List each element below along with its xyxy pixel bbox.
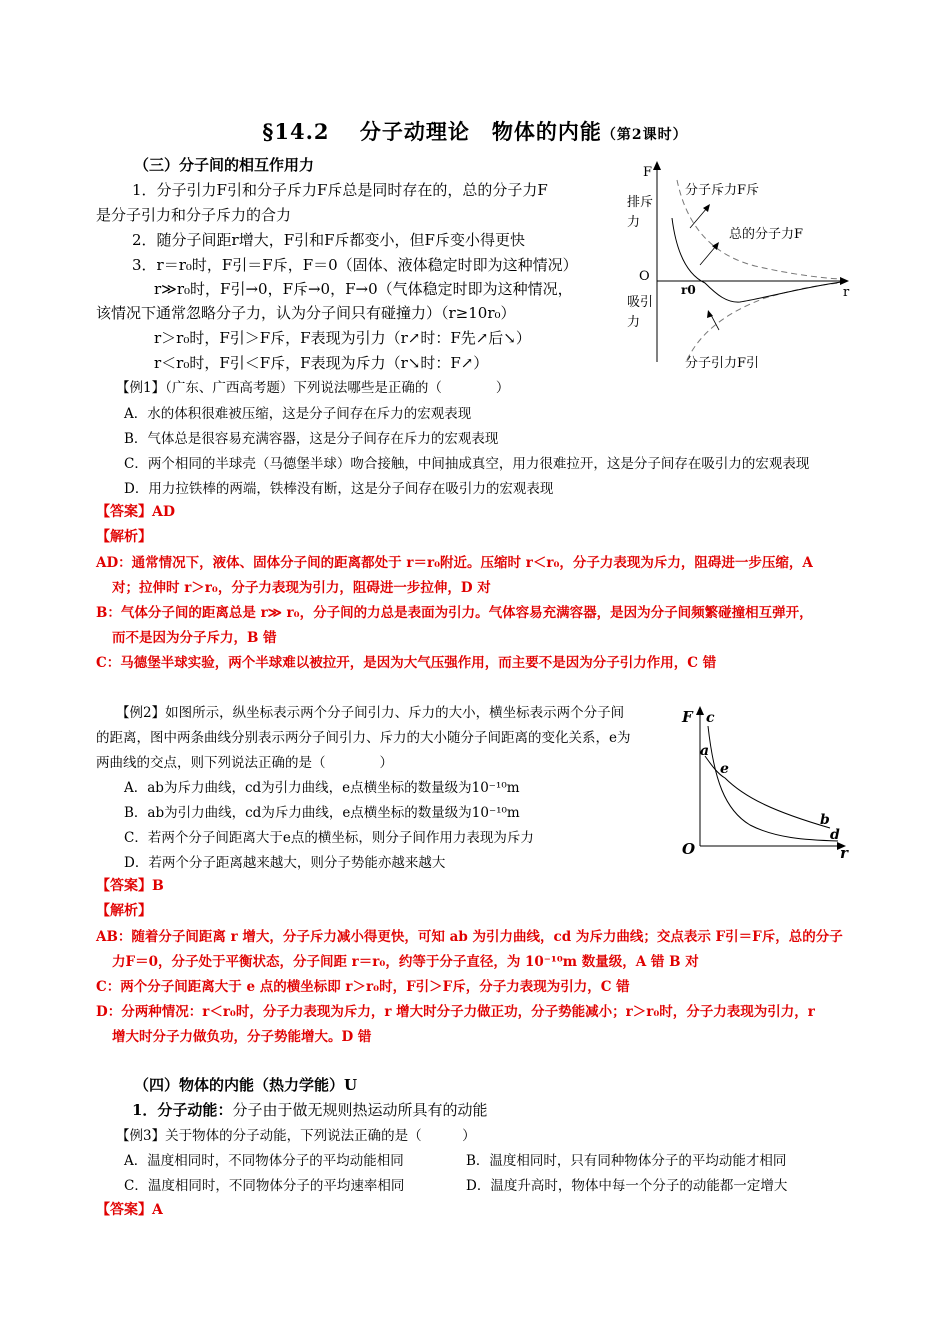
ex3-option-c: C．温度相同时，不同物体分子的平均速率相同: [124, 1178, 405, 1194]
ex1-option-b: B．气体总是很容易充满容器，这是分子间存在斥力的宏观表现: [124, 431, 499, 447]
ex1-analysis-label: 【解析】: [96, 529, 152, 545]
section-3-heading: （三）分子间的相互作用力: [134, 156, 315, 174]
ex3-option-a: A．温度相同时，不同物体分子的平均动能相同: [124, 1153, 404, 1169]
ex2-option-a: A．ab为斥力曲线，cd为引力曲线，e点横坐标的数量级为10⁻¹⁰m: [124, 780, 520, 796]
fig2-label-e: e: [720, 761, 729, 777]
molecular-force-graph: [615, 158, 865, 370]
fig1-repulsion-label-1: 排斥: [627, 195, 654, 210]
ex2-option-d: D．若两个分子距离越来越大，则分子势能亦越来越大: [124, 855, 446, 871]
ex2-analysis-4: D：分两种情况：r＜r₀时，分子力表现为斥力，r 增大时分子力做正功，分子势能减小；r＞r₀时，分子力表现为引力，r: [96, 1004, 815, 1020]
sec3-line-6: 该情况下通常忽略分子力，认为分子间只有碰撞力）（r≥10r₀）: [96, 304, 516, 322]
fig2-axis-x: r: [840, 844, 848, 860]
ex2-option-c: C．若两个分子间距离大于e点的横坐标，则分子间作用力表现为斥力: [124, 830, 534, 846]
ex1-analysis-1: AD：通常情况下，液体、固体分子间的距离都处于 r＝r₀附近。压缩时 r＜r₀，分子力表现为斥力，阻碍进一步压缩，A: [96, 555, 813, 571]
fig1-attraction-label-2: 力: [627, 315, 641, 330]
page-title: [0, 116, 950, 146]
ex2-stem-3: 两曲线的交点，则下列说法正确的是（ ）: [96, 755, 393, 771]
ex1-option-a: A．水的体积很难被压缩，这是分子间存在斥力的宏观表现: [124, 406, 472, 422]
fig2-label-c: c: [706, 710, 715, 726]
ex1-stem: 【例1】（广东、广西高考题）下列说法哪些是正确的（ ）: [116, 380, 510, 396]
ex1-analysis-4: 而不是因为分子斥力，B 错: [112, 630, 277, 646]
sec3-line-2: 是分子引力和分子斥力的合力: [96, 206, 292, 224]
sec4-item-1-def: 分子由于做无规则热运动所具有的动能: [232, 1101, 488, 1119]
fig1-axis-x: r: [843, 285, 850, 300]
sec4-item-1: [132, 1099, 487, 1120]
section-4-heading: （四）物体的内能（热力学能）U: [134, 1076, 358, 1094]
sec3-line-1: 1．分子引力F引和分子斥力F斥总是同时存在的，总的分子力F: [132, 181, 548, 199]
sec3-line-4: 3．r＝r₀时，F引＝F斥，F＝0（固体、液体稳定时即为这种情况）: [132, 256, 578, 274]
fig2-label-b: b: [820, 812, 830, 828]
ex2-analysis-label: 【解析】: [96, 903, 152, 919]
ex2-analysis-1: AB：随着分子间距离 r 增大，分子斥力减小得更快，可知 ab 为引力曲线，cd 为斥力曲线；交点表示 F引＝F斥，总的分子: [96, 929, 843, 945]
ex1-option-d: D．用力拉铁棒的两端，铁棒没有断，这是分子间存在吸引力的宏观表现: [124, 481, 554, 497]
fig2-origin: O: [682, 840, 696, 858]
fig1-attraction-curve-label: 分子引力F引: [685, 356, 760, 370]
fig2-label-d: d: [830, 827, 840, 843]
sec4-item-1-term: 1．分子动能：: [132, 1101, 233, 1119]
ex2-analysis-5: 增大时分子力做负功，分子势能增大。D 错: [112, 1029, 372, 1045]
fig1-total-curve-label: 总的分子力F: [729, 227, 804, 242]
fig2-label-a: a: [700, 743, 710, 759]
fig1-r0: r0: [681, 283, 696, 297]
fig2-axis-y: F: [682, 708, 693, 726]
sec3-line-3: 2．随分子间距r增大，F引和F斥都变小，但F斥变小得更快: [132, 231, 525, 249]
force-curves-graph: [680, 700, 855, 860]
ex2-answer: 【答案】B: [96, 878, 164, 894]
ex1-answer: 【答案】AD: [96, 504, 176, 520]
fig1-attraction-label-1: 吸引: [627, 295, 654, 310]
ex1-option-c: C．两个相同的半球壳（马德堡半球）吻合接触，中间抽成真空，用力很难拉开，这是分子间存在吸引力的宏观表现: [124, 456, 810, 472]
ex3-stem: 【例3】关于物体的分子动能，下列说法正确的是（ ）: [116, 1128, 476, 1144]
ex2-analysis-2: 力F＝0，分子处于平衡状态，分子间距 r＝r₀，约等于分子直径，为 10⁻¹⁰m 数量级，A 错 B 对: [112, 954, 699, 970]
fig1-repulsion-label-2: 力: [627, 215, 641, 230]
sec3-line-7: r＞r₀时，F引＞F斥，F表现为引力（r↗时：F先↗后↘）: [154, 329, 531, 347]
title-main: §14.2 分子动理论 物体的内能: [262, 119, 602, 144]
sec3-line-5: r≫r₀时，F引→0，F斥→0，F→0（气体稳定时即为这种情况，: [154, 280, 573, 298]
ex3-answer: 【答案】A: [96, 1202, 163, 1218]
fig1-axis-y: F: [643, 165, 653, 180]
ex2-stem-2: 的距离，图中两条曲线分别表示两分子间引力、斥力的大小随分子间距离的变化关系，e为: [96, 730, 631, 746]
fig1-repulsion-curve-label: 分子斥力F斥: [685, 183, 760, 198]
ex2-analysis-3: C：两个分子间距离大于 e 点的横坐标即 r＞r₀时，F引＞F斥，分子力表现为引力，C 错: [96, 979, 630, 995]
title-sub: （第2课时）: [601, 127, 688, 143]
ex3-option-b: B．温度相同时，只有同种物体分子的平均动能才相同: [466, 1153, 787, 1169]
ex2-option-b: B．ab为引力曲线，cd为斥力曲线，e点横坐标的数量级为10⁻¹⁰m: [124, 805, 520, 821]
ex2-stem-1: 【例2】如图所示，纵坐标表示两个分子间引力、斥力的大小，横坐标表示两个分子间: [116, 705, 625, 721]
ex1-analysis-2: 对；拉伸时 r＞r₀，分子力表现为引力，阻碍进一步拉伸，D 对: [112, 580, 491, 596]
sec3-line-8: r＜r₀时，F引＜F斥，F表现为斥力（r↘时：F↗）: [154, 354, 489, 372]
ex1-analysis-5: C：马德堡半球实验，两个半球难以被拉开，是因为大气压强作用，而主要不是因为分子引力作用，C 错: [96, 655, 717, 671]
fig1-origin: O: [639, 269, 650, 284]
ex3-option-d: D．温度升高时，物体中每一个分子的动能都一定增大: [466, 1178, 788, 1194]
ex1-analysis-3: B：气体分子间的距离总是 r≫ r₀，分子间的力总是表面为引力。气体容易充满容器，是因为分子间频繁碰撞相互弹开，: [96, 605, 813, 621]
